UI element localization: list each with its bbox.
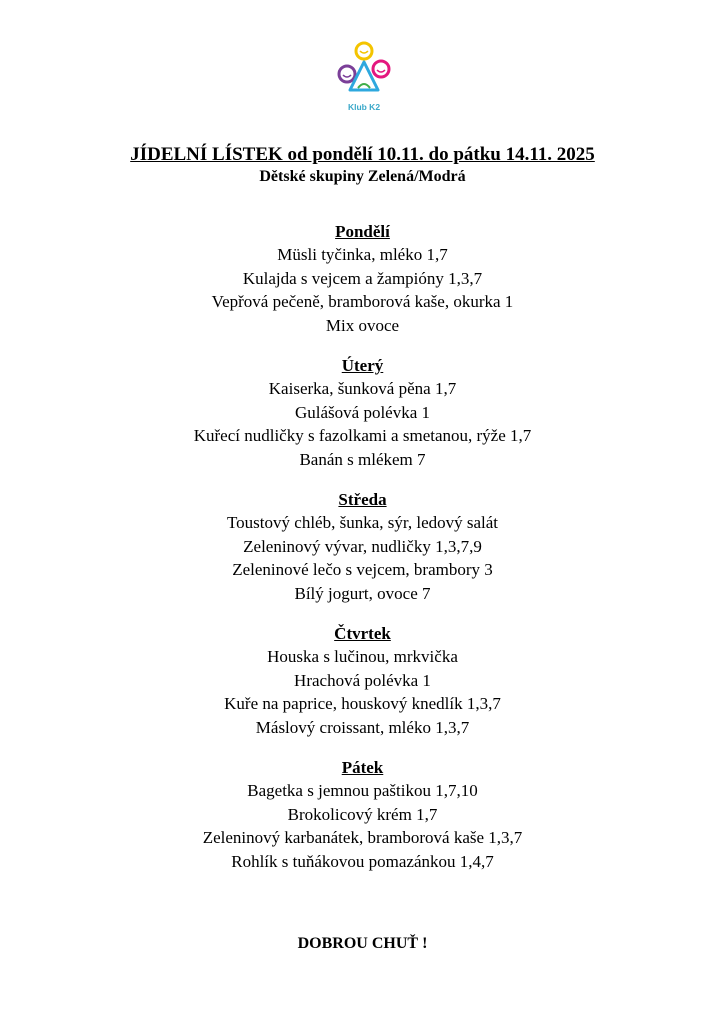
day-heading: Čtvrtek bbox=[334, 624, 391, 643]
menu-item: Banán s mlékem 7 bbox=[299, 449, 426, 469]
menu-item: Müsli tyčinka, mléko 1,7 bbox=[277, 245, 448, 264]
menu-item: Zeleninový karbanátek, bramborová kaše 1,3,7 bbox=[202, 828, 523, 847]
day-wednesday bbox=[0, 489, 725, 605]
menu-item: Zeleninový vývar, nudličky 1,3,7,9 bbox=[243, 536, 482, 556]
menu-item: Gulášová polévka 1 bbox=[294, 402, 431, 422]
menu-item: Bílý jogurt, ovoce 7 bbox=[294, 583, 431, 603]
day-friday bbox=[0, 757, 725, 873]
club-k2-logo-icon bbox=[334, 40, 394, 102]
menu-item: Bagetka s jemnou paštikou 1,7,10 bbox=[247, 781, 478, 800]
logo-text: Klub K2 bbox=[347, 102, 381, 112]
menu-item: Kuřecí nudličky s fazolkami a smetanou, rýže 1,7 bbox=[193, 426, 532, 445]
menu-item: Toustový chléb, šunka, sýr, ledový salát bbox=[226, 513, 499, 532]
club-k2-logo bbox=[334, 40, 394, 118]
closing-message: DOBROU CHUŤ ! bbox=[297, 935, 428, 952]
menu-item: Zeleninové lečo s vejcem, brambory 3 bbox=[232, 560, 493, 579]
menu-item: Mix ovoce bbox=[325, 315, 400, 335]
menu-item: Rohlík s tuňákovou pomazánkou 1,4,7 bbox=[231, 851, 494, 871]
page-subtitle: Dětské skupiny Zelená/Modrá bbox=[259, 168, 466, 185]
day-heading: Pátek bbox=[341, 758, 384, 777]
page-title: JÍDELNÍ LÍSTEK od pondělí 10.11. do pátku 14.11. 2025 bbox=[130, 144, 595, 165]
menu-item: Hrachová polévka 1 bbox=[294, 670, 431, 690]
menu-item: Máslový croissant, mléko 1,3,7 bbox=[255, 717, 470, 737]
menu-item: Houska s lučinou, mrkvička bbox=[267, 647, 458, 666]
day-heading: Pondělí bbox=[335, 222, 390, 241]
menu-item: Kuře na paprice, houskový knedlík 1,3,7 bbox=[224, 694, 501, 713]
menu-item: Brokolicový krém 1,7 bbox=[287, 804, 438, 824]
menu-item: Kulajda s vejcem a žampióny 1,3,7 bbox=[242, 268, 483, 288]
menu-item: Kaiserka, šunková pěna 1,7 bbox=[268, 379, 457, 398]
day-heading: Středa bbox=[338, 490, 387, 509]
day-heading: Úterý bbox=[341, 356, 384, 375]
menu-item: Vepřová pečeně, bramborová kaše, okurka 1 bbox=[211, 292, 514, 311]
day-tuesday bbox=[0, 355, 725, 471]
day-monday bbox=[0, 221, 725, 337]
day-thursday bbox=[0, 623, 725, 739]
